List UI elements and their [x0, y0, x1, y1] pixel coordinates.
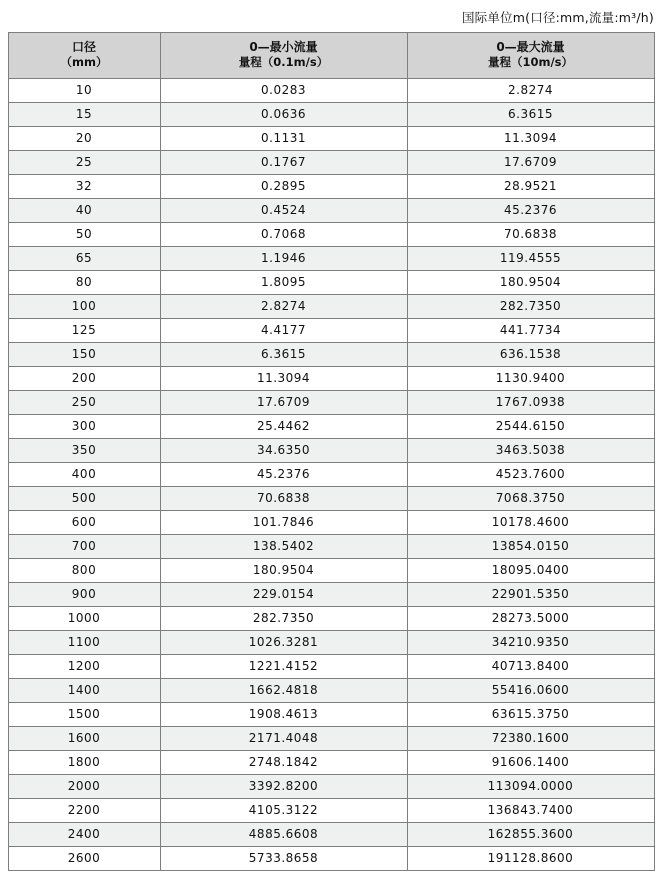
cell-max-flow: 191128.8600 — [407, 846, 654, 870]
cell-diameter: 800 — [8, 558, 160, 582]
cell-diameter: 150 — [8, 342, 160, 366]
cell-diameter: 32 — [8, 174, 160, 198]
cell-max-flow: 113094.0000 — [407, 774, 654, 798]
table-row — [8, 702, 654, 726]
cell-diameter: 50 — [8, 222, 160, 246]
cell-min-flow: 4105.3122 — [160, 798, 407, 822]
cell-min-flow: 1026.3281 — [160, 630, 407, 654]
header-row — [8, 33, 654, 79]
table-row — [8, 414, 654, 438]
table-row — [8, 246, 654, 270]
cell-diameter: 200 — [8, 366, 160, 390]
cell-diameter: 10 — [8, 78, 160, 102]
table-row — [8, 486, 654, 510]
cell-diameter: 1400 — [8, 678, 160, 702]
table-row — [8, 438, 654, 462]
cell-diameter: 1800 — [8, 750, 160, 774]
cell-diameter: 400 — [8, 462, 160, 486]
table-row — [8, 318, 654, 342]
cell-max-flow: 441.7734 — [407, 318, 654, 342]
cell-max-flow: 11.3094 — [407, 126, 654, 150]
table-row — [8, 126, 654, 150]
table-row — [8, 294, 654, 318]
table-row — [8, 798, 654, 822]
cell-min-flow: 25.4462 — [160, 414, 407, 438]
table-header — [8, 33, 654, 79]
table-row — [8, 630, 654, 654]
table-row — [8, 534, 654, 558]
cell-max-flow: 28273.5000 — [407, 606, 654, 630]
cell-min-flow: 1908.4613 — [160, 702, 407, 726]
cell-max-flow: 3463.5038 — [407, 438, 654, 462]
cell-max-flow: 6.3615 — [407, 102, 654, 126]
cell-diameter: 1200 — [8, 654, 160, 678]
cell-diameter: 100 — [8, 294, 160, 318]
cell-min-flow: 5733.8658 — [160, 846, 407, 870]
column-header-diameter-line1: 口径 — [71, 40, 96, 54]
cell-min-flow: 0.0636 — [160, 102, 407, 126]
cell-diameter: 2400 — [8, 822, 160, 846]
table-row — [8, 678, 654, 702]
cell-min-flow: 101.7846 — [160, 510, 407, 534]
cell-min-flow: 0.1131 — [160, 126, 407, 150]
cell-diameter: 600 — [8, 510, 160, 534]
cell-max-flow: 72380.1600 — [407, 726, 654, 750]
cell-min-flow: 0.2895 — [160, 174, 407, 198]
cell-max-flow: 2544.6150 — [407, 414, 654, 438]
table-row — [8, 726, 654, 750]
column-header-min-flow-line1: 0—最小流量 — [249, 40, 318, 54]
cell-max-flow: 28.9521 — [407, 174, 654, 198]
cell-max-flow: 119.4555 — [407, 246, 654, 270]
cell-diameter: 500 — [8, 486, 160, 510]
column-header-max-flow-line2: 量程（10m/s） — [487, 55, 574, 70]
cell-max-flow: 1130.9400 — [407, 366, 654, 390]
cell-diameter: 700 — [8, 534, 160, 558]
cell-max-flow: 34210.9350 — [407, 630, 654, 654]
table-row — [8, 102, 654, 126]
table-row — [8, 774, 654, 798]
cell-min-flow: 180.9504 — [160, 558, 407, 582]
cell-min-flow: 282.7350 — [160, 606, 407, 630]
table-row — [8, 366, 654, 390]
table-row — [8, 222, 654, 246]
cell-diameter: 900 — [8, 582, 160, 606]
table-row — [8, 558, 654, 582]
cell-diameter: 1000 — [8, 606, 160, 630]
cell-max-flow: 13854.0150 — [407, 534, 654, 558]
column-header-min-flow — [160, 33, 407, 79]
cell-diameter: 125 — [8, 318, 160, 342]
cell-diameter: 80 — [8, 270, 160, 294]
cell-max-flow: 10178.4600 — [407, 510, 654, 534]
cell-max-flow: 55416.0600 — [407, 678, 654, 702]
cell-max-flow: 18095.0400 — [407, 558, 654, 582]
cell-diameter: 1500 — [8, 702, 160, 726]
cell-min-flow: 2748.1842 — [160, 750, 407, 774]
cell-diameter: 2600 — [8, 846, 160, 870]
cell-diameter: 350 — [8, 438, 160, 462]
cell-min-flow: 0.7068 — [160, 222, 407, 246]
cell-min-flow: 4885.6608 — [160, 822, 407, 846]
cell-min-flow: 2.8274 — [160, 294, 407, 318]
cell-min-flow: 70.6838 — [160, 486, 407, 510]
cell-max-flow: 40713.8400 — [407, 654, 654, 678]
cell-min-flow: 34.6350 — [160, 438, 407, 462]
cell-min-flow: 4.4177 — [160, 318, 407, 342]
table-row — [8, 750, 654, 774]
cell-max-flow: 636.1538 — [407, 342, 654, 366]
table-row — [8, 198, 654, 222]
table-row — [8, 174, 654, 198]
table-row — [8, 78, 654, 102]
table-body — [8, 78, 654, 870]
cell-min-flow: 0.1767 — [160, 150, 407, 174]
cell-diameter: 40 — [8, 198, 160, 222]
cell-min-flow: 0.4524 — [160, 198, 407, 222]
cell-min-flow: 138.5402 — [160, 534, 407, 558]
cell-max-flow: 282.7350 — [407, 294, 654, 318]
cell-diameter: 25 — [8, 150, 160, 174]
column-header-diameter — [8, 33, 160, 79]
cell-max-flow: 4523.7600 — [407, 462, 654, 486]
cell-max-flow: 22901.5350 — [407, 582, 654, 606]
table-row — [8, 822, 654, 846]
cell-diameter: 1600 — [8, 726, 160, 750]
cell-max-flow: 63615.3750 — [407, 702, 654, 726]
cell-diameter: 300 — [8, 414, 160, 438]
table-row — [8, 846, 654, 870]
table-row — [8, 270, 654, 294]
cell-max-flow: 17.6709 — [407, 150, 654, 174]
table-row — [8, 390, 654, 414]
flow-range-table — [8, 32, 655, 871]
cell-min-flow: 229.0154 — [160, 582, 407, 606]
cell-diameter: 20 — [8, 126, 160, 150]
table-row — [8, 462, 654, 486]
table-row — [8, 150, 654, 174]
cell-min-flow: 45.2376 — [160, 462, 407, 486]
cell-max-flow: 70.6838 — [407, 222, 654, 246]
cell-min-flow: 1221.4152 — [160, 654, 407, 678]
table-row — [8, 606, 654, 630]
units-caption: 国际单位m(口径:mm,流量:m³/h) — [461, 10, 654, 25]
cell-diameter: 2000 — [8, 774, 160, 798]
cell-max-flow: 91606.1400 — [407, 750, 654, 774]
column-header-max-flow — [407, 33, 654, 79]
cell-min-flow: 1.1946 — [160, 246, 407, 270]
cell-max-flow: 180.9504 — [407, 270, 654, 294]
cell-min-flow: 2171.4048 — [160, 726, 407, 750]
cell-min-flow: 6.3615 — [160, 342, 407, 366]
cell-diameter: 15 — [8, 102, 160, 126]
cell-max-flow: 45.2376 — [407, 198, 654, 222]
cell-max-flow: 2.8274 — [407, 78, 654, 102]
column-header-diameter-line2: （mm） — [60, 55, 108, 70]
cell-diameter: 65 — [8, 246, 160, 270]
cell-max-flow: 1767.0938 — [407, 390, 654, 414]
table-row — [8, 654, 654, 678]
column-header-max-flow-line1: 0—最大流量 — [496, 40, 565, 54]
cell-min-flow: 17.6709 — [160, 390, 407, 414]
table-row — [8, 342, 654, 366]
cell-min-flow: 3392.8200 — [160, 774, 407, 798]
cell-min-flow: 1662.4818 — [160, 678, 407, 702]
cell-min-flow: 0.0283 — [160, 78, 407, 102]
column-header-min-flow-line2: 量程（0.1m/s） — [238, 55, 329, 70]
cell-max-flow: 162855.3600 — [407, 822, 654, 846]
table-row — [8, 582, 654, 606]
cell-min-flow: 11.3094 — [160, 366, 407, 390]
cell-diameter: 1100 — [8, 630, 160, 654]
cell-diameter: 2200 — [8, 798, 160, 822]
cell-min-flow: 1.8095 — [160, 270, 407, 294]
table-row — [8, 510, 654, 534]
cell-max-flow: 136843.7400 — [407, 798, 654, 822]
cell-max-flow: 7068.3750 — [407, 486, 654, 510]
cell-diameter: 250 — [8, 390, 160, 414]
